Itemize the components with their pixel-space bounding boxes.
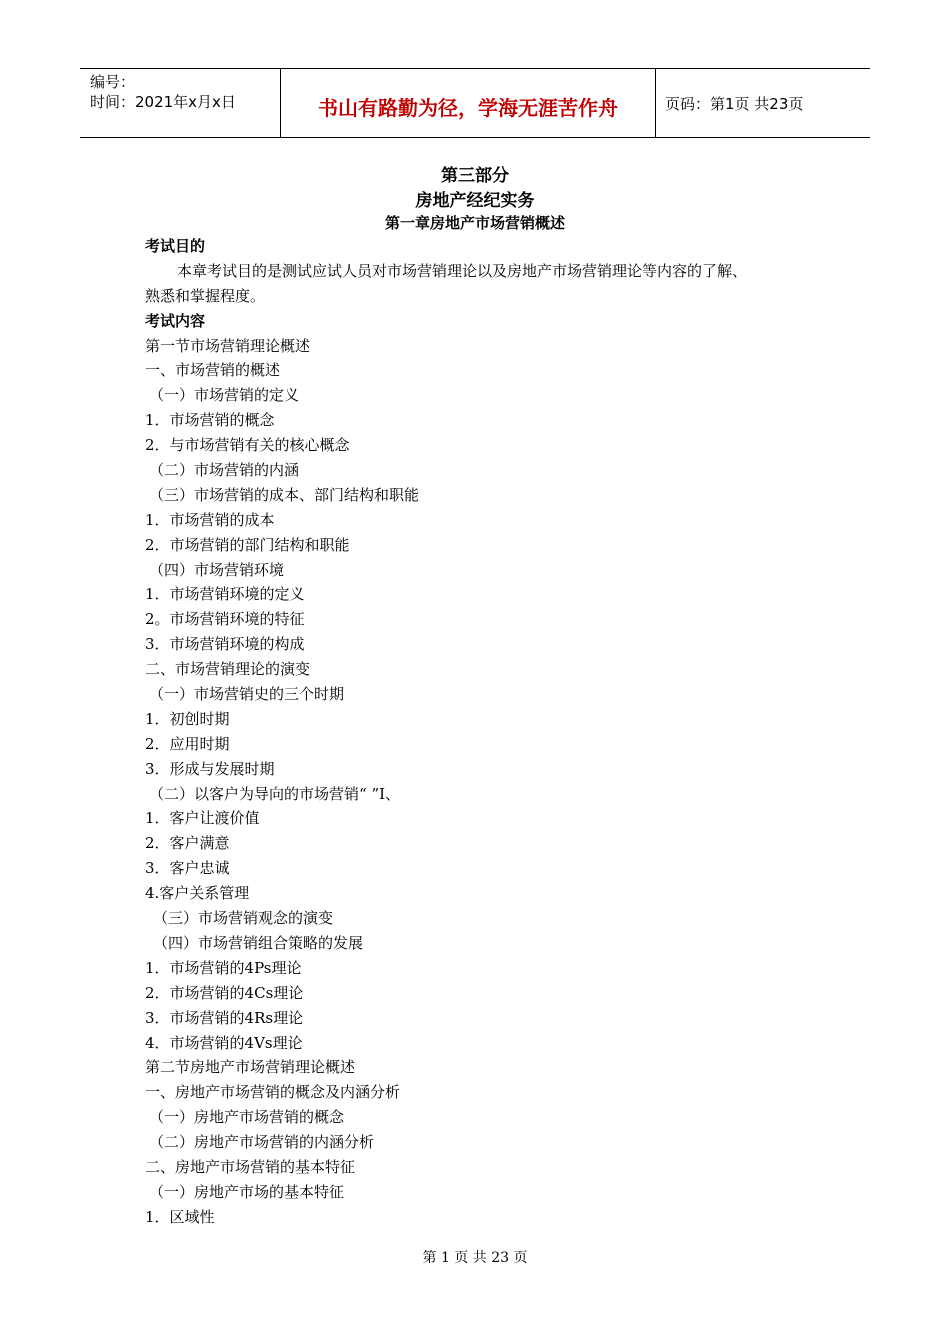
time-label: 时间：2021年x月x日 (90, 93, 236, 111)
outline-item: 二、房地产市场营销的基本特征 (145, 1157, 356, 1176)
outline-item: 4．市场营销的4Vs理论 (145, 1033, 303, 1052)
section-heading: 考试目的 (145, 237, 206, 255)
chapter-title: 第一章房地产市场营销概述 (384, 214, 565, 232)
outline-item: （二）市场营销的内涵 (149, 461, 300, 480)
header-page-cell (655, 69, 870, 137)
outline-item: 2。市场营销环境的特征 (145, 610, 305, 629)
outline-item: 1．市场营销的4Ps理论 (145, 958, 302, 977)
outline-item: 2．应用时期 (145, 734, 230, 753)
outline-item: 第二节房地产市场营销理论概述 (145, 1058, 356, 1077)
outline-item: （二）房地产市场营销的内涵分析 (149, 1133, 375, 1152)
outline-item: 第一节市场营销理论概述 (145, 336, 311, 355)
outline-item: 3．市场营销环境的构成 (145, 635, 305, 654)
outline-item: （一）市场营销史的三个时期 (149, 685, 345, 704)
outline-item: 1．初创时期 (145, 709, 230, 728)
section-heading: 考试内容 (145, 311, 206, 330)
outline-item: （三）市场营销观念的演变 (153, 909, 334, 928)
outline-item: （四）市场营销环境 (149, 560, 285, 579)
paragraph-line: 熟悉和掌握程度。 (145, 286, 266, 305)
number-label: 编号： (90, 73, 136, 91)
outline-item: 2．市场营销的部门结构和职能 (145, 535, 350, 554)
part-title: 第三部分 (441, 166, 509, 186)
outline-item: （一）市场营销的定义 (149, 386, 300, 405)
header-motto-cell (280, 69, 656, 137)
outline-item: 2．客户满意 (145, 834, 230, 853)
outline-item: 1．市场营销环境的定义 (145, 585, 305, 604)
body-text (145, 234, 835, 1230)
outline-item: 一、房地产市场营销的概念及内涵分析 (145, 1083, 401, 1102)
outline-item: 3．形成与发展时期 (145, 759, 275, 778)
outline-item: （二）以客户为导向的市场营销“ ”Ⅰ、 (149, 784, 401, 803)
outline-item: 1．客户让渡价值 (145, 809, 260, 828)
outline-item: 1．市场营销的概念 (145, 411, 275, 430)
outline-item: 3．市场营销的4Rs理论 (145, 1008, 304, 1027)
outline-item: （四）市场营销组合策略的发展 (153, 933, 364, 952)
outline-item: （三）市场营销的成本、部门结构和职能 (149, 485, 420, 504)
outline-item: （一）房地产市场的基本特征 (149, 1182, 345, 1201)
page-info: 页码：第1页 共23页 (665, 95, 804, 113)
outline-item: 二、市场营销理论的演变 (145, 660, 311, 679)
outline-item: 3．客户忠诚 (145, 859, 230, 878)
page-footer: 第 1 页 共 23 页 (422, 1250, 528, 1266)
document-header (80, 68, 870, 138)
header-meta-cell (80, 69, 280, 137)
outline-item: （一）房地产市场营销的概念 (149, 1108, 345, 1127)
motto: 书山有路勤为径，学海无涯苦作舟 (318, 96, 618, 120)
outline-item: 1．区域性 (145, 1207, 215, 1226)
paragraph-line: 本章考试目的是测试应试人员对市场营销理论以及房地产市场营销理论等内容的了解、 (177, 261, 748, 280)
outline-item: 2．与市场营销有关的核心概念 (145, 436, 350, 455)
outline-item: 1．市场营销的成本 (145, 510, 275, 529)
outline-item: 2．市场营销的4Cs理论 (145, 983, 304, 1002)
outline-item: 4.客户关系管理 (145, 884, 250, 903)
outline-item: 一、市场营销的概述 (145, 361, 281, 380)
subject-title: 房地产经纪实务 (415, 191, 535, 211)
